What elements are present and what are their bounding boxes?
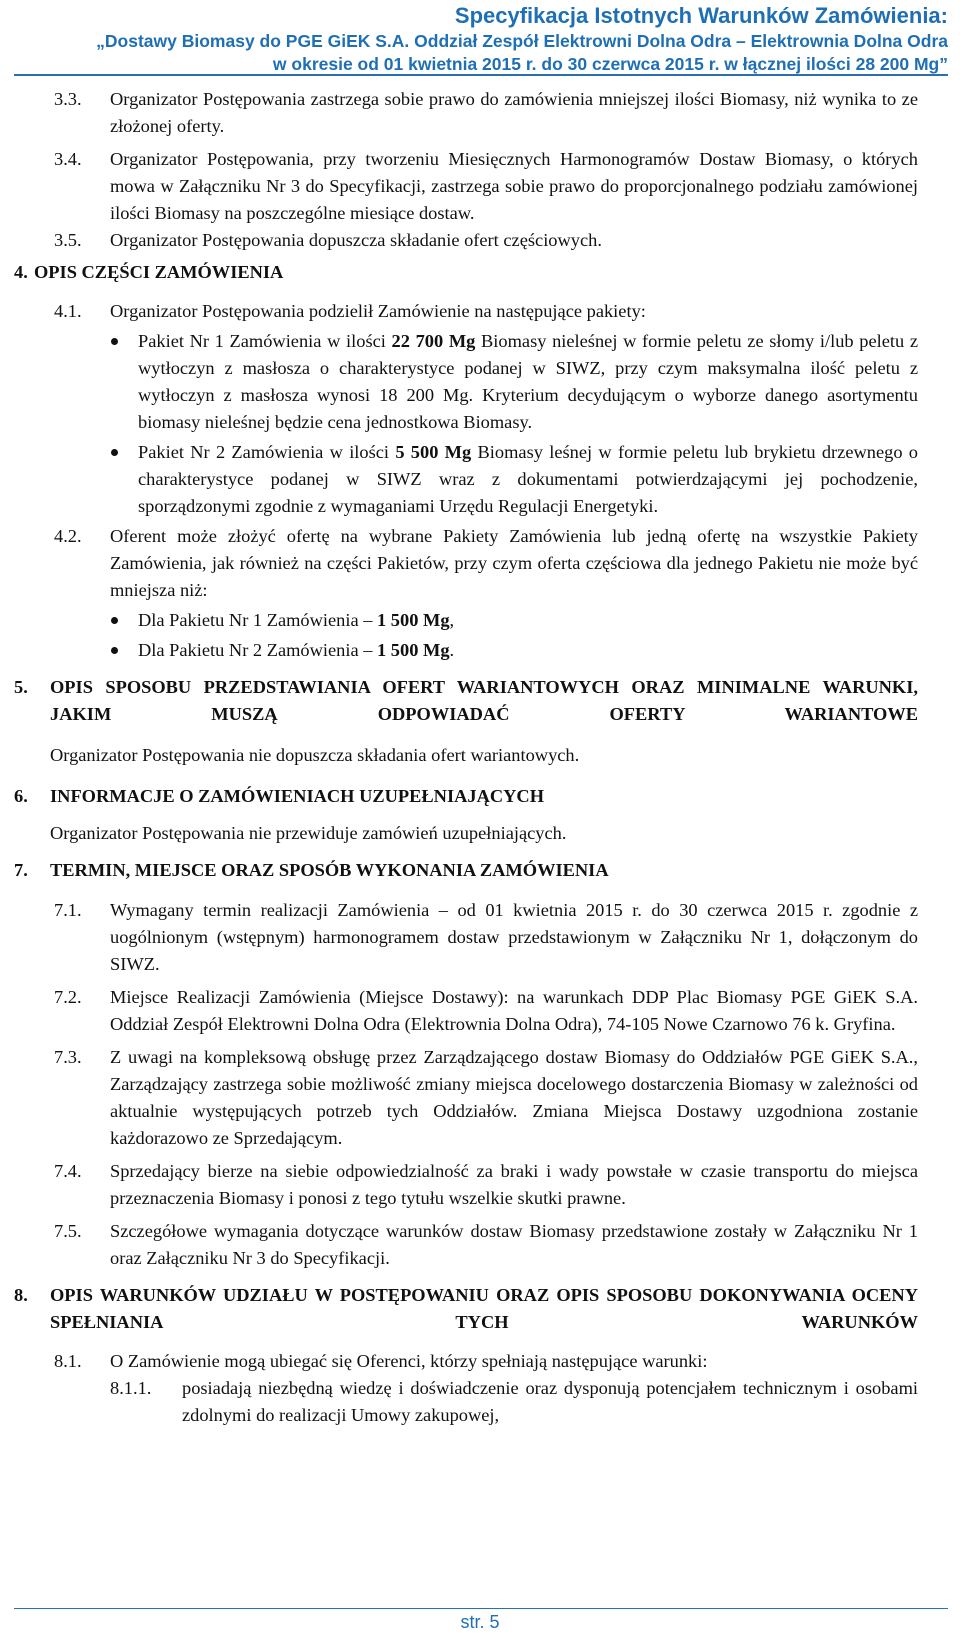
bullet-bold-value: 5 500 Mg <box>395 442 472 462</box>
bullet-text: Pakiet Nr 2 Zamówienia w ilości <box>138 442 396 462</box>
bullet-text: Dla Pakietu Nr 2 Zamówienia – <box>138 640 378 660</box>
bullet-icon <box>111 449 118 456</box>
clause-text: Organizator Postępowania, przy tworzeniu Miesięcznych Harmonogramów Dostaw Biomasy, o których mowa w Załączniku Nr 3 do Specyfikacji, zastrzega sobie prawo do proporcjonalnego podziału zamówionej ilości Biomasy na poszczególne miesiące dostaw. <box>110 149 918 223</box>
page-header <box>38 2 948 76</box>
document-body <box>0 86 960 1429</box>
header-title: Specyfikacja Istotnych Warunków Zamówienia: <box>454 3 948 28</box>
clause-number: 7.5. <box>54 1221 82 1241</box>
header-subtitle-1: „Dostawy Biomasy do PGE GiEK S.A. Oddział Zespół Elektrowni Dolna Odra – Elektrownia Dolna Odra <box>96 31 948 51</box>
clause-text: Organizator Postępowania zastrzega sobie prawo do zamówienia mniejszej ilości Biomasy, niż wynika to ze złożonej oferty. <box>110 89 918 136</box>
clause-text: O Zamówienie mogą ubiegać się Oferenci, którzy spełniają następujące warunki: <box>110 1351 708 1371</box>
clause-number: 3.5. <box>54 230 82 250</box>
section-number: 4. <box>14 262 28 282</box>
section-title: OPIS CZĘŚCI ZAMÓWIENIA <box>34 262 284 282</box>
section-title: TERMIN, MIEJSCE ORAZ SPOSÓB WYKONANIA ZAMÓWIENIA <box>50 860 609 880</box>
clause-text: Szczegółowe wymagania dotyczące warunków dostaw Biomasy przedstawione zostały w Załączniku Nr 1 oraz Załączniku Nr 3 do Specyfikacji. <box>110 1221 918 1268</box>
list-item-min-pakiet-2 <box>138 637 918 664</box>
bullet-bold-value: 22 700 Mg <box>391 331 476 351</box>
section-8-heading <box>0 1282 960 1336</box>
bullet-text-rest: Biomasy nieleśnej w formie peletu ze słomy i/lub peletu z wytłoczyn z masłosza o charakterystyce podanej w SIWZ, przy czym maksymalna ilość peletu z wytłoczyn z masłosza wynosi 18 200 Mg. Kryterium decydującym o wyborze danego asortymentu biomasy nieleśnej będzie cena jednostkowa Biomasy. <box>138 331 918 432</box>
clause-text: Wymagany termin realizacji Zamówienia – od 01 kwietnia 2015 r. do 30 czerwca 2015 r. zgodnie z uogólnionym (wstępnym) harmonogramem dostaw przedstawionym w Załączniku Nr 1, dołączonym do SIWZ. <box>110 900 918 974</box>
bullet-text-rest: . <box>449 640 455 660</box>
section-title: OPIS SPOSOBU PRZEDSTAWIANIA OFERT WARIANTOWYCH ORAZ MINIMALNE WARUNKI, JAKIM MUSZĄ ODPOWIADAĆ OFERTY WARIANTOWE <box>50 677 918 724</box>
clause-3-4 <box>0 146 960 227</box>
clause-text: Organizator Postępowania dopuszcza składanie ofert częściowych. <box>110 230 602 250</box>
bullet-text: Dla Pakietu Nr 1 Zamówienia – <box>138 610 378 630</box>
clause-7-4 <box>0 1158 960 1212</box>
bullet-icon <box>111 647 118 654</box>
page-number: str. 5 <box>460 1612 500 1632</box>
clause-text: Z uwagi na kompleksową obsługę przez Zarządzającego dostaw Biomasy do Oddziałów PGE GiEK S.A., Zarządzający zastrzega sobie możliwość zmiany miejsca docelowego dostarczenia Biomasy w zależności od aktualnie występujących potrzeb tych Oddziałów. Zmiana Miejsca Dostawy uzgodniona zostanie każdorazowo ze Sprzedającym. <box>110 1047 918 1148</box>
section-title: INFORMACJE O ZAMÓWIENIACH UZUPEŁNIAJĄCYCH <box>50 786 545 806</box>
clause-8-1-1 <box>0 1375 960 1429</box>
list-item-pakiet-2 <box>138 439 918 520</box>
bullet-icon <box>111 617 118 624</box>
footer-divider <box>14 1608 948 1609</box>
clause-number: 4.1. <box>54 301 82 321</box>
section-6-heading <box>0 783 960 810</box>
clause-4-2 <box>0 523 960 604</box>
section-number: 5. <box>14 677 28 697</box>
clause-4-1 <box>0 298 960 325</box>
header-divider <box>14 74 948 76</box>
clause-7-3 <box>0 1044 960 1152</box>
section-title: OPIS WARUNKÓW UDZIAŁU W POSTĘPOWANIU ORAZ OPIS SPOSOBU DOKONYWANIA OCENY SPEŁNIANIA TYCH WARUNKÓW <box>50 1285 918 1332</box>
clause-number: 7.1. <box>54 900 82 920</box>
clause-text: Organizator Postępowania podzielił Zamówienie na następujące pakiety: <box>110 301 646 321</box>
clause-number: 7.4. <box>54 1161 82 1181</box>
clause-number: 7.2. <box>54 987 82 1007</box>
clause-text: Sprzedający bierze na siebie odpowiedzialność za braki i wady powstałe w czasie transportu do miejsca przeznaczenia Biomasy i ponosi z tego tytułu wszelkie skutki prawne. <box>110 1161 918 1208</box>
clause-number: 3.3. <box>54 89 82 109</box>
bullet-bold-value: 1 500 Mg <box>377 610 450 630</box>
clause-number: 8.1.1. <box>110 1378 152 1398</box>
list-item-min-pakiet-1 <box>138 607 918 634</box>
section-4-heading <box>0 259 960 286</box>
clause-7-2 <box>0 984 960 1038</box>
clause-8-1 <box>0 1348 960 1375</box>
clause-text: Oferent może złożyć ofertę na wybrane Pakiety Zamówienia lub jedną ofertę na wszystkie Pakiety Zamówienia, jak również na części Pakietów, przy czym oferta częściowa dla jednego Pakietu nie może być mniejsza niż: <box>110 526 918 600</box>
clause-number: 8.1. <box>54 1351 82 1371</box>
bullet-bold-value: 1 500 Mg <box>377 640 450 660</box>
clause-3-3 <box>0 86 960 140</box>
list-item-pakiet-1 <box>138 328 918 436</box>
section-7-heading <box>0 857 960 884</box>
section-5-text: Organizator Postępowania nie dopuszcza składania ofert wariantowych. <box>50 745 580 765</box>
section-number: 7. <box>14 860 28 880</box>
clause-3-5 <box>0 227 960 254</box>
bullet-icon <box>111 338 118 345</box>
section-number: 8. <box>14 1285 28 1305</box>
clause-text: posiadają niezbędną wiedzę i doświadczenie oraz dysponują potencjałem technicznym i osobami zdolnymi do realizacji Umowy zakupowej, <box>182 1378 918 1425</box>
bullet-text-rest: , <box>449 610 455 630</box>
clause-number: 3.4. <box>54 149 82 169</box>
header-subtitle-2: w okresie od 01 kwietnia 2015 r. do 30 czerwca 2015 r. w łącznej ilości 28 200 Mg” <box>272 54 948 74</box>
clause-number: 7.3. <box>54 1047 82 1067</box>
section-number: 6. <box>14 786 28 806</box>
clause-number: 4.2. <box>54 526 82 546</box>
section-6-text: Organizator Postępowania nie przewiduje zamówień uzupełniających. <box>50 823 567 843</box>
clause-text: Miejsce Realizacji Zamówienia (Miejsce Dostawy): na warunkach DDP Plac Biomasy PGE GiEK S.A. Oddział Zespół Elektrowni Dolna Odra (Elektrownia Dolna Odra), 74-105 Nowe Czarnowo 76 k. Gryfina. <box>110 987 918 1034</box>
bullet-text-rest: Biomasy leśnej w formie peletu lub brykietu drzewnego o charakterystyce podanej w SIWZ wraz z dokumentami potwierdzającymi jej pochodzenie, sporządzonymi zgodnie z wymaganiami Urzędu Regulacji Energetyki. <box>138 442 919 516</box>
section-5-heading <box>0 674 960 728</box>
bullet-text: Pakiet Nr 1 Zamówienia w ilości <box>138 331 392 351</box>
clause-7-5 <box>0 1218 960 1272</box>
clause-7-1 <box>0 897 960 978</box>
